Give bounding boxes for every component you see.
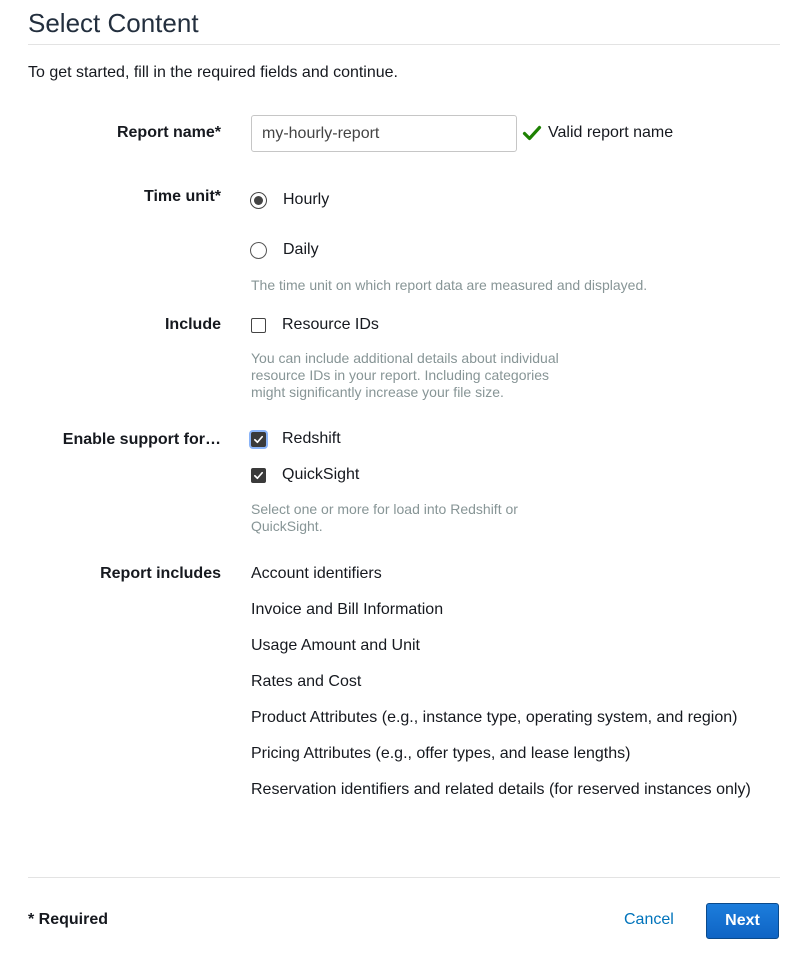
valid-check-icon bbox=[522, 123, 542, 143]
radio-daily-label: Daily bbox=[283, 241, 319, 258]
checkbox-redshift-control[interactable] bbox=[251, 432, 266, 447]
include-hint: You can include additional details about individual resource IDs in your report. Including categories might significantly increase your file size. bbox=[251, 350, 559, 400]
next-button[interactable]: Next bbox=[706, 903, 779, 939]
include-label: Include bbox=[164, 316, 221, 333]
checkbox-quicksight-label: QuickSight bbox=[282, 466, 360, 483]
radio-daily[interactable] bbox=[250, 241, 319, 259]
radio-daily-control[interactable] bbox=[250, 242, 267, 259]
title-divider bbox=[28, 44, 780, 45]
checkbox-resource-ids[interactable] bbox=[250, 316, 379, 334]
list-item: Invoice and Bill Information bbox=[251, 601, 444, 618]
report-name-validation bbox=[522, 123, 673, 143]
intro-text: To get started, fill in the required fields and continue. bbox=[28, 64, 398, 81]
radio-hourly-control[interactable] bbox=[250, 192, 267, 209]
report-includes-label: Report includes bbox=[100, 565, 221, 582]
footer-divider bbox=[28, 877, 780, 878]
list-item: Rates and Cost bbox=[251, 673, 362, 690]
checkbox-resource-ids-label: Resource IDs bbox=[282, 316, 379, 333]
report-name-input[interactable] bbox=[251, 115, 517, 152]
page-title: Select Content bbox=[28, 8, 199, 38]
validation-text: Valid report name bbox=[548, 124, 674, 141]
required-note: * Required bbox=[28, 911, 109, 928]
list-item: Account identifiers bbox=[251, 565, 382, 582]
enable-support-label: Enable support for… bbox=[62, 431, 221, 448]
checkbox-redshift[interactable] bbox=[250, 430, 341, 448]
list-item: Usage Amount and Unit bbox=[251, 637, 420, 654]
time-unit-label: Time unit* bbox=[143, 188, 221, 205]
checkbox-quicksight-control[interactable] bbox=[251, 468, 266, 483]
time-unit-hint: The time unit on which report data are measured and displayed. bbox=[251, 277, 648, 293]
list-item: Product Attributes (e.g., instance type, operating system, and region) bbox=[251, 709, 738, 726]
list-item: Pricing Attributes (e.g., offer types, and lease lengths) bbox=[251, 745, 631, 762]
checkbox-quicksight[interactable] bbox=[250, 466, 359, 484]
cancel-link[interactable]: Cancel bbox=[624, 911, 674, 928]
radio-hourly-label: Hourly bbox=[283, 191, 330, 208]
radio-hourly[interactable] bbox=[250, 191, 329, 209]
checkbox-resource-ids-control[interactable] bbox=[251, 318, 266, 333]
checkbox-redshift-label: Redshift bbox=[282, 430, 341, 447]
report-name-label: Report name* bbox=[116, 124, 221, 141]
enable-support-hint: Select one or more for load into Redshift or QuickSight. bbox=[251, 501, 518, 534]
list-item: Reservation identifiers and related details (for reserved instances only) bbox=[251, 781, 751, 798]
